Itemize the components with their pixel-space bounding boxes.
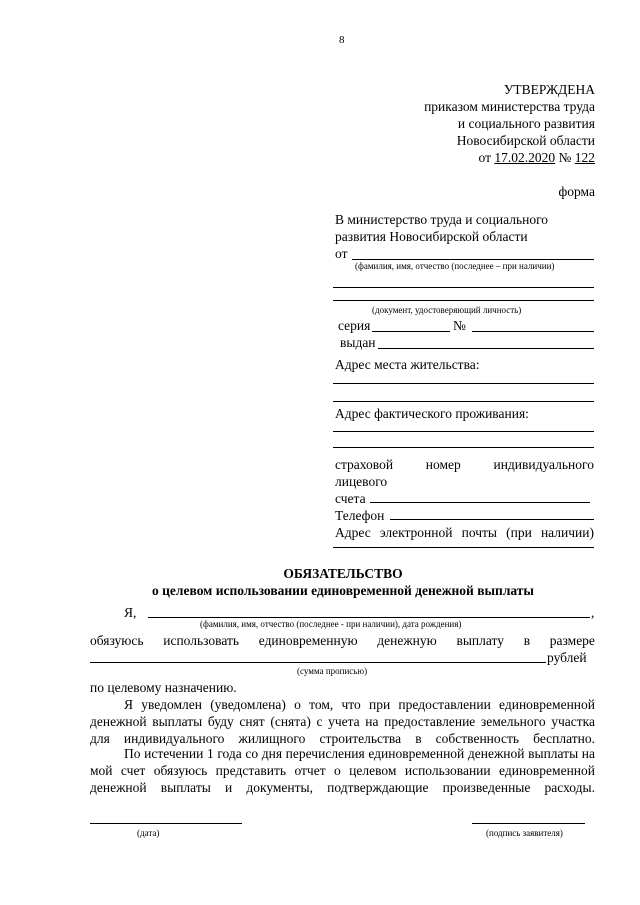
- email-label: [335, 524, 594, 541]
- applicant-fio-field-line[interactable]: [148, 617, 590, 618]
- phone-label: Телефон: [335, 508, 385, 523]
- snils-field-line[interactable]: [370, 502, 590, 503]
- actual-address-label: Адрес фактического проживания:: [335, 406, 529, 421]
- doc-hint: (документ, удостоверяющий личность): [372, 305, 522, 315]
- sum-hint: (сумма прописью): [297, 666, 368, 676]
- doc-field-line[interactable]: [333, 300, 594, 301]
- actual-address-field-line-2[interactable]: [333, 447, 594, 448]
- i-label: Я,: [124, 605, 137, 620]
- approval-line-3: Новосибирской области: [456, 133, 595, 148]
- email-word: Адрес: [335, 525, 371, 540]
- residence-field-line-2[interactable]: [333, 401, 594, 402]
- oblige-word: обязуюсь: [90, 633, 144, 648]
- applicant-fio-hint: (фамилия, имя, отчество (последнее - при наличии), дата рождения): [200, 619, 462, 629]
- email-word: наличии): [540, 525, 594, 540]
- oblige-word: размере: [549, 633, 595, 648]
- doc-number-field-line[interactable]: [472, 331, 594, 332]
- actual-address-field-line-1[interactable]: [333, 431, 594, 432]
- oblige-word: выплату: [456, 633, 504, 648]
- signature-field-line[interactable]: [472, 823, 585, 824]
- date-prefix: от: [478, 150, 491, 165]
- email-word: почты: [461, 525, 497, 540]
- oblige-word: в: [523, 633, 531, 648]
- residence-field-line-1[interactable]: [333, 383, 594, 384]
- oblige-word: денежную: [377, 633, 437, 648]
- fio-hint: (фамилия, имя, отчество (последнее – при наличии): [355, 261, 555, 271]
- comma: ,: [591, 605, 595, 620]
- report-paragraph: По истечении 1 года со дня перечисления единовременной денежной выплаты на мой счет обязуюсь представить отчет о целевом использовании единовременной денежной выплаты и документы, подтверждающие произведенные расходы.: [90, 746, 595, 795]
- approval-date-line: [479, 149, 596, 166]
- signature-hint: (подпись заявителя): [486, 828, 563, 838]
- series-label: серия: [338, 318, 371, 333]
- series-field-line[interactable]: [372, 331, 450, 332]
- issued-label: выдан: [340, 335, 376, 350]
- fio-field-line[interactable]: [352, 259, 594, 260]
- residence-label: Адрес места жительства:: [335, 357, 480, 372]
- approval-title: УТВЕРЖДЕНА: [503, 82, 595, 97]
- doc-number-label: №: [453, 318, 466, 333]
- snils-line-2: лицевого: [335, 474, 388, 489]
- oblige-line: [90, 632, 595, 649]
- email-field-line[interactable]: [333, 547, 594, 548]
- email-word: (при: [506, 525, 532, 540]
- notice-paragraph: Я уведомлен (уведомлена) о том, что при предоставлении единовременной денежной выплаты буду снят (снята) с учета на предоставление земельного участка для индивидуального жилищного строительства в собственность бесплатно.: [90, 697, 595, 746]
- issued-field-line[interactable]: [378, 348, 594, 349]
- document-title: ОБЯЗАТЕЛЬСТВО: [283, 566, 403, 581]
- snils-word: индивидуального: [493, 457, 594, 472]
- rubles-label: рублей: [547, 650, 587, 665]
- from-label: от: [335, 246, 348, 261]
- sum-field-line[interactable]: [90, 662, 546, 663]
- approval-line-1: приказом министерства труда: [424, 99, 595, 114]
- snils-line-3: счета: [335, 491, 366, 506]
- snils-word: номер: [425, 457, 461, 472]
- document-subtitle: о целевом использовании единовременной денежной выплаты: [152, 583, 534, 598]
- addressee-line-1: В министерство труда и социального: [335, 212, 549, 227]
- fio-field-line-2[interactable]: [333, 287, 594, 288]
- email-word: электронной: [379, 525, 453, 540]
- number-sign: №: [558, 150, 572, 165]
- oblige-word: использовать: [163, 633, 240, 648]
- approval-line-2: и социального развития: [457, 116, 595, 131]
- approval-number: 122: [574, 150, 595, 165]
- snils-word: страховой: [335, 457, 394, 472]
- date-hint: (дата): [137, 828, 160, 838]
- addressee-line-2: развития Новосибирской области: [335, 229, 528, 244]
- phone-field-line[interactable]: [390, 519, 594, 520]
- page-number: 8: [339, 34, 345, 46]
- purpose-text: по целевому назначению.: [90, 680, 237, 695]
- oblige-word: единовременную: [258, 633, 358, 648]
- date-field-line[interactable]: [90, 823, 242, 824]
- approval-date: 17.02.2020: [494, 150, 556, 165]
- form-label: форма: [558, 184, 595, 199]
- snils-line-1: [335, 456, 594, 473]
